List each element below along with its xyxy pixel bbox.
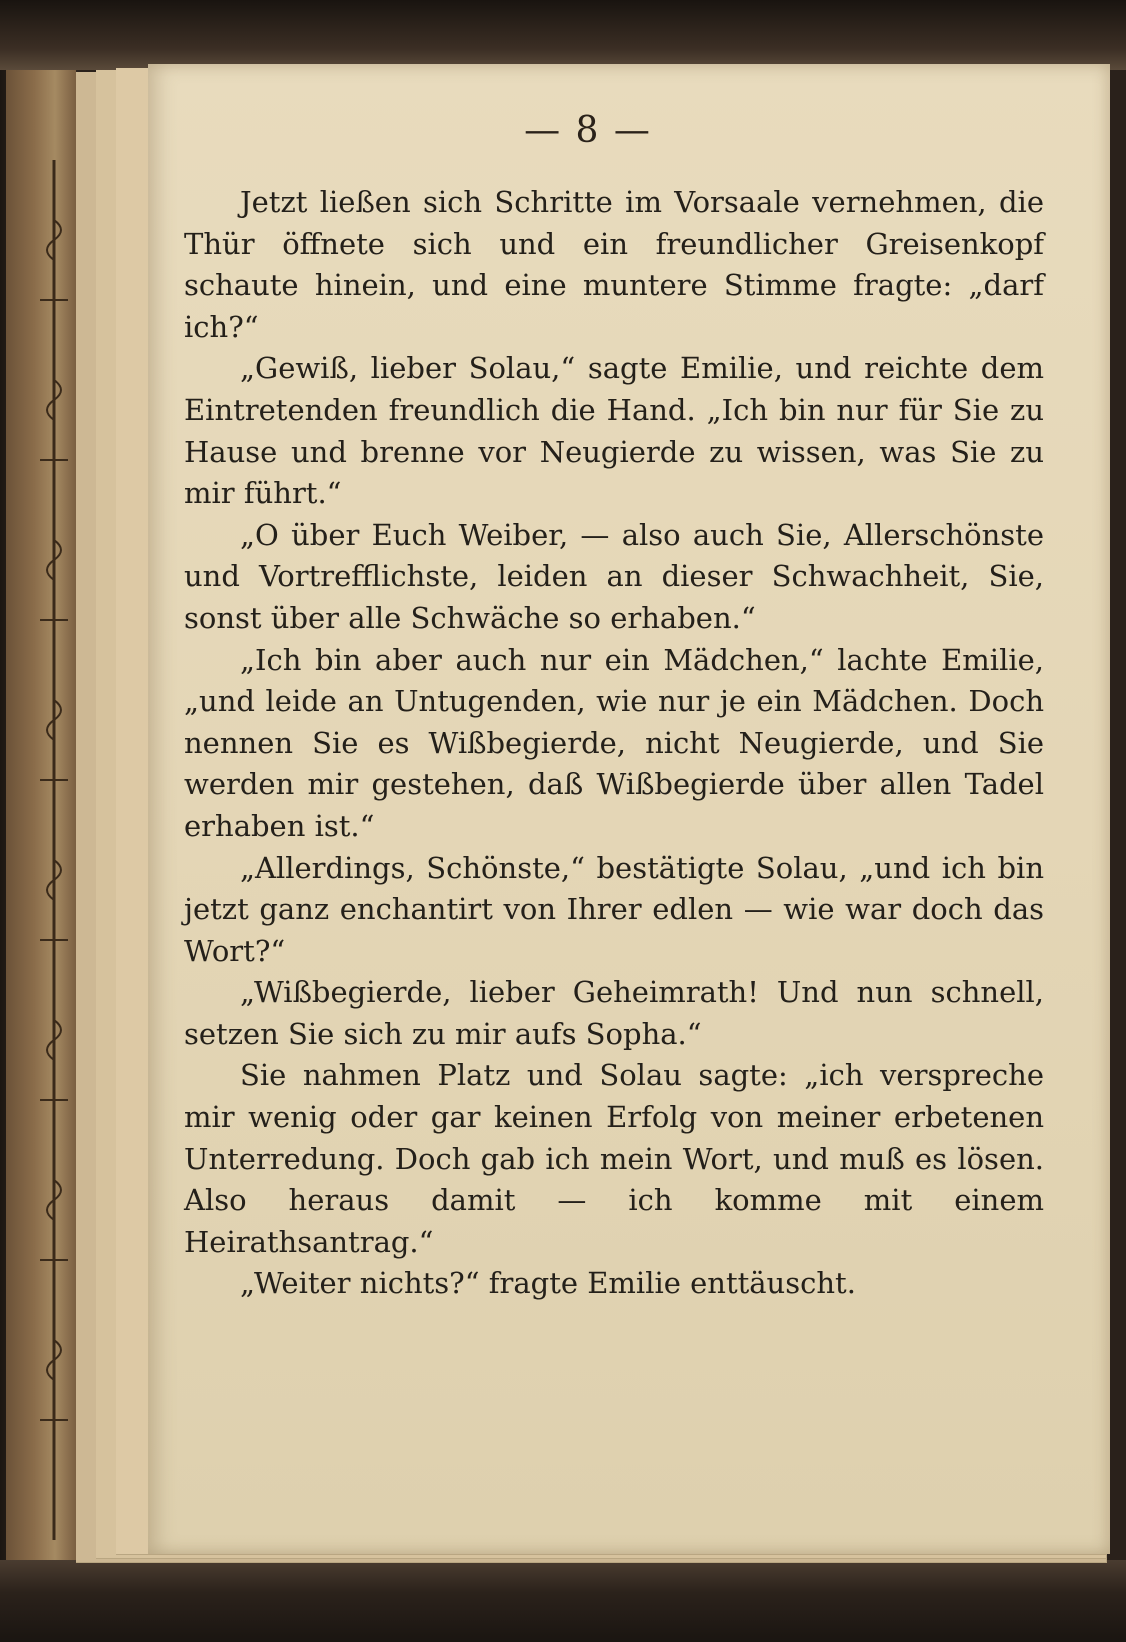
paragraph: „O über Euch Weiber, — also auch Sie, Allerschönste und Vortrefflichste, leiden an dieser Schwachheit, Sie, sonst über alle Schwäche so erhaben.“ xyxy=(184,517,1044,635)
paragraph: „Wißbegierde, lieber Geheimrath! Und nun schnell, setzen Sie sich zu mir aufs Sopha.“ xyxy=(184,975,1044,1051)
paragraph: Jetzt ließen sich Schritte im Vorsaale vernehmen, die Thür öffnete sich und ein freundlicher Greisenkopf schaute hinein, und eine muntere Stimme fragte: „darf ich?“ xyxy=(184,185,1044,344)
flyleaf-edge xyxy=(6,70,76,1560)
paragraph: „Gewiß, lieber Solau,“ sagte Emilie, und reichte dem Eintretenden freundlich die Hand. „Ich bin nur für Sie zu Hause und brenne vor Neugierde zu wissen, was Sie zu mir führt.“ xyxy=(184,351,1044,511)
paragraph: „Ich bin aber auch nur ein Mädchen,“ lachte Emilie, „und leide an Untugenden, wie nur je ein Mädchen. Doch nennen Sie es Wißbegierde, nicht Neugierde, und Sie werden mir gestehen, daß Wißbegierde über allen Tadel erhaben ist.“ xyxy=(184,642,1044,843)
page-number: — 8 — xyxy=(524,110,652,151)
paragraph: „Weiter nichts?“ fragte Emilie enttäuscht. xyxy=(240,1266,856,1301)
paragraph: Sie nahmen Platz und Solau sagte: „ich verspreche mir wenig oder gar keinen Erfolg von meiner erbetenen Unterredung. Doch gab ich mein Wort, und muß es lösen. Also heraus damit — ich komme mit einem Heirathsantrag.“ xyxy=(184,1058,1044,1259)
book-page xyxy=(148,64,1110,1554)
cover-bottom-edge xyxy=(0,1560,1126,1642)
page-text xyxy=(184,182,1044,1305)
decorative-border-ornament xyxy=(34,160,74,1540)
paragraph: „Allerdings, Schönste,“ bestätigte Solau, „und ich bin jetzt ganz enchantirt von Ihrer edlen — wie war doch das Wort?“ xyxy=(184,850,1044,968)
cover-top-edge xyxy=(0,0,1126,70)
